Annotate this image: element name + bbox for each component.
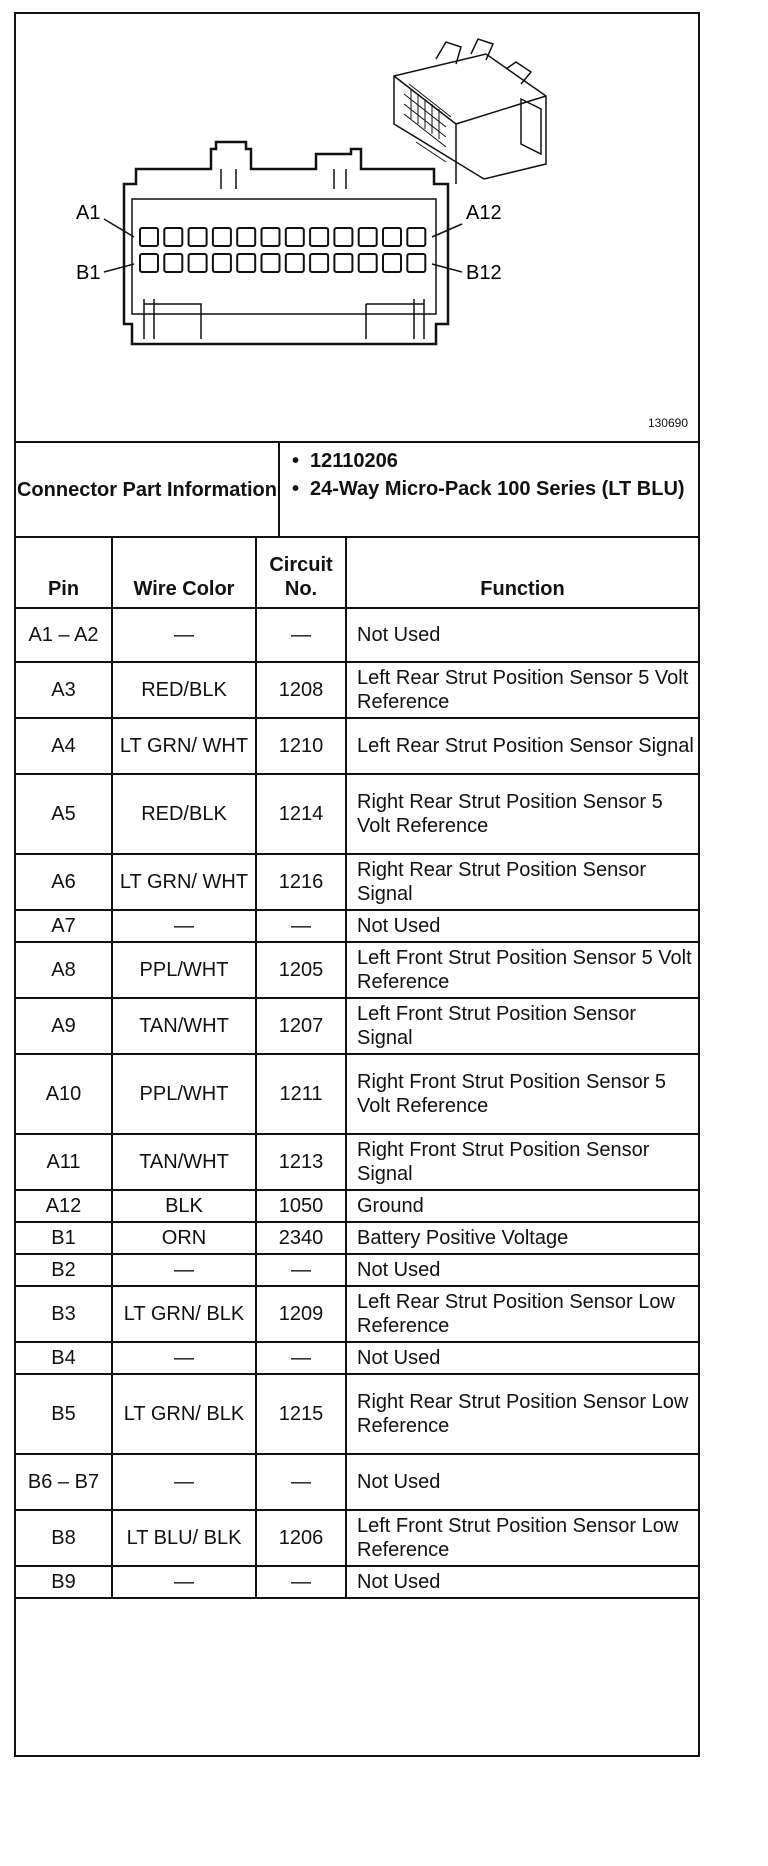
cell-pin: A1 – A2	[16, 608, 112, 662]
cell-pin: A6	[16, 854, 112, 910]
header-wire-color: Wire Color	[112, 538, 256, 608]
connector-info-label: Connector Part Information	[16, 443, 280, 536]
cell-circuit-no: 1210	[256, 718, 346, 774]
pin-cavity-a	[359, 228, 377, 246]
cell-pin: A7	[16, 910, 112, 942]
cell-circuit-no: —	[256, 910, 346, 942]
pin-cavity-b	[334, 254, 352, 272]
cell-circuit-no: 1205	[256, 942, 346, 998]
callout-b1: B1	[76, 262, 101, 284]
cell-function: Ground	[346, 1190, 698, 1222]
pin-cavity-a	[237, 228, 255, 246]
cell-wire-color: RED/BLK	[112, 662, 256, 718]
pin-cavity-a	[213, 228, 231, 246]
header-pin: Pin	[16, 538, 112, 608]
pin-cavity-a	[189, 228, 207, 246]
table-row	[16, 774, 698, 854]
cell-pin: B8	[16, 1510, 112, 1566]
connector-isometric-view	[394, 39, 546, 184]
cell-wire-color: ORN	[112, 1222, 256, 1254]
cell-circuit-no: 1208	[256, 662, 346, 718]
cell-circuit-no: 1215	[256, 1374, 346, 1454]
cell-function: Left Front Strut Position Sensor Low Reference	[346, 1510, 698, 1566]
document-frame	[14, 12, 700, 1757]
cell-pin: A8	[16, 942, 112, 998]
pin-cavity-a	[383, 228, 401, 246]
cell-wire-color: —	[112, 1454, 256, 1510]
cell-circuit-no: 1206	[256, 1510, 346, 1566]
pin-cavity-a	[407, 228, 425, 246]
table-row	[16, 662, 698, 718]
cell-function: Not Used	[346, 1342, 698, 1374]
table-row	[16, 1454, 698, 1510]
cell-pin: B5	[16, 1374, 112, 1454]
cell-wire-color: —	[112, 1566, 256, 1598]
cell-function: Not Used	[346, 1454, 698, 1510]
pin-cavity-a	[140, 228, 158, 246]
pin-cavity-b	[359, 254, 377, 272]
table-row	[16, 942, 698, 998]
cell-function: Left Front Strut Position Sensor Signal	[346, 998, 698, 1054]
cell-circuit-no: —	[256, 1566, 346, 1598]
cell-pin: A3	[16, 662, 112, 718]
cell-wire-color: PPL/WHT	[112, 942, 256, 998]
table-row	[16, 1190, 698, 1222]
cell-pin: A10	[16, 1054, 112, 1134]
pin-cavity-b	[310, 254, 328, 272]
cell-wire-color: —	[112, 910, 256, 942]
table-row	[16, 854, 698, 910]
pin-cavity-a	[334, 228, 352, 246]
table-row	[16, 1054, 698, 1134]
cell-pin: B6 – B7	[16, 1454, 112, 1510]
pin-cavity-b	[383, 254, 401, 272]
figure-id: 130690	[647, 416, 688, 430]
cell-pin: A12	[16, 1190, 112, 1222]
cell-function: Battery Positive Voltage	[346, 1222, 698, 1254]
cell-function: Right Front Strut Position Sensor 5 Volt Reference	[346, 1054, 698, 1134]
pin-row-b	[140, 254, 425, 272]
pin-cavity-a	[164, 228, 182, 246]
table-row	[16, 910, 698, 942]
callout-a1: A1	[76, 202, 101, 224]
cell-function: Not Used	[346, 1566, 698, 1598]
pin-cavity-b	[140, 254, 158, 272]
cell-pin: A4	[16, 718, 112, 774]
cell-pin: B9	[16, 1566, 112, 1598]
table-header-row	[16, 538, 698, 608]
cell-function: Right Rear Strut Position Sensor Signal	[346, 854, 698, 910]
pin-cavity-b	[407, 254, 425, 272]
cell-pin: A9	[16, 998, 112, 1054]
cell-circuit-no: 1216	[256, 854, 346, 910]
table-row	[16, 1134, 698, 1190]
table-row	[16, 1286, 698, 1342]
table-row	[16, 1254, 698, 1286]
cell-wire-color: —	[112, 1342, 256, 1374]
cell-function: Not Used	[346, 608, 698, 662]
pin-cavity-b	[237, 254, 255, 272]
cell-function: Right Rear Strut Position Sensor Low Reference	[346, 1374, 698, 1454]
cell-wire-color: TAN/WHT	[112, 998, 256, 1054]
connector-description: • 24-Way Micro-Pack 100 Series (LT BLU)	[290, 477, 690, 501]
table-row	[16, 1374, 698, 1454]
cell-circuit-no: 2340	[256, 1222, 346, 1254]
header-function: Function	[346, 538, 698, 608]
pin-cavity-b	[262, 254, 280, 272]
cell-function: Right Front Strut Position Sensor Signal	[346, 1134, 698, 1190]
cell-wire-color: BLK	[112, 1190, 256, 1222]
header-circuit-no: Circuit No.	[256, 538, 346, 608]
table-row	[16, 1342, 698, 1374]
cell-circuit-no: 1050	[256, 1190, 346, 1222]
connector-face-drawing	[16, 14, 698, 443]
cell-function: Left Rear Strut Position Sensor 5 Volt Reference	[346, 662, 698, 718]
cell-wire-color: LT GRN/ WHT	[112, 854, 256, 910]
cell-circuit-no: 1209	[256, 1286, 346, 1342]
cell-wire-color: RED/BLK	[112, 774, 256, 854]
cell-function: Not Used	[346, 1254, 698, 1286]
pin-cavity-b	[189, 254, 207, 272]
pinout-table	[16, 538, 698, 1599]
table-row	[16, 718, 698, 774]
cell-function: Left Rear Strut Position Sensor Signal	[346, 718, 698, 774]
pin-cavity-b	[213, 254, 231, 272]
pin-row-a	[140, 228, 425, 246]
cell-wire-color: TAN/WHT	[112, 1134, 256, 1190]
connector-part-number: • 12110206	[290, 449, 690, 473]
table-row	[16, 1222, 698, 1254]
cell-pin: A5	[16, 774, 112, 854]
pin-cavity-a	[262, 228, 280, 246]
table-row	[16, 998, 698, 1054]
connector-info-list	[290, 449, 690, 505]
cell-pin: B3	[16, 1286, 112, 1342]
cell-wire-color: —	[112, 1254, 256, 1286]
cell-circuit-no: —	[256, 1454, 346, 1510]
cell-pin: B2	[16, 1254, 112, 1286]
pin-cavity-b	[286, 254, 304, 272]
cell-wire-color: LT GRN/ BLK	[112, 1286, 256, 1342]
cell-pin: B1	[16, 1222, 112, 1254]
cell-circuit-no: —	[256, 608, 346, 662]
cell-function: Not Used	[346, 910, 698, 942]
table-row	[16, 608, 698, 662]
callout-b12: B12	[466, 262, 502, 284]
cell-wire-color: LT BLU/ BLK	[112, 1510, 256, 1566]
cell-circuit-no: 1214	[256, 774, 346, 854]
cell-circuit-no: 1207	[256, 998, 346, 1054]
cell-pin: B4	[16, 1342, 112, 1374]
cell-wire-color: PPL/WHT	[112, 1054, 256, 1134]
table-row	[16, 1510, 698, 1566]
cell-wire-color: LT GRN/ WHT	[112, 718, 256, 774]
pin-cavity-a	[286, 228, 304, 246]
table-row	[16, 1566, 698, 1598]
cell-circuit-no: 1211	[256, 1054, 346, 1134]
cell-wire-color: —	[112, 608, 256, 662]
pin-cavity-a	[310, 228, 328, 246]
cell-circuit-no: —	[256, 1342, 346, 1374]
pinout-table-body	[16, 608, 698, 1598]
connector-figure	[16, 14, 698, 443]
cell-circuit-no: 1213	[256, 1134, 346, 1190]
cell-function: Left Front Strut Position Sensor 5 Volt Reference	[346, 942, 698, 998]
cell-pin: A11	[16, 1134, 112, 1190]
cell-wire-color: LT GRN/ BLK	[112, 1374, 256, 1454]
connector-info-row	[16, 443, 698, 538]
cell-function: Right Rear Strut Position Sensor 5 Volt Reference	[346, 774, 698, 854]
cell-circuit-no: —	[256, 1254, 346, 1286]
cell-function: Left Rear Strut Position Sensor Low Reference	[346, 1286, 698, 1342]
callout-a12: A12	[466, 202, 502, 224]
pin-cavity-b	[164, 254, 182, 272]
